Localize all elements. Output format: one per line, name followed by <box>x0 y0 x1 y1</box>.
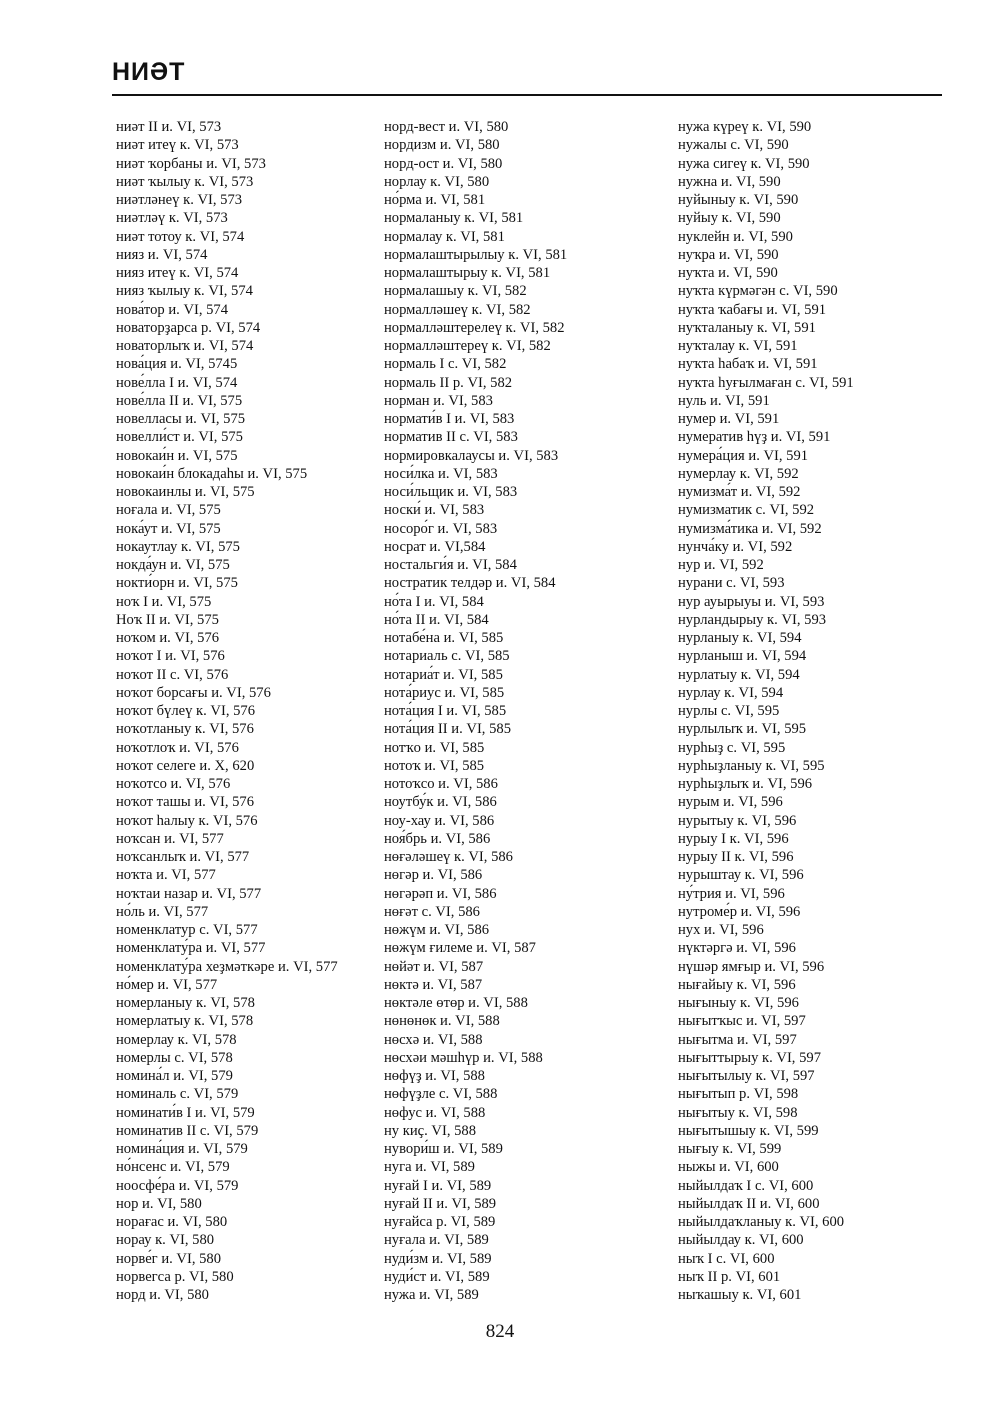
index-entry: Ноҡ II и. VI, 575 <box>116 611 219 628</box>
index-entry: нока́ут и. VI, 575 <box>116 520 221 537</box>
index-entry: нух и. VI, 596 <box>678 922 764 938</box>
index-entry: нуғайса р. VI, 589 <box>384 1214 496 1230</box>
index-entry: норд-вест и. VI, 580 <box>384 119 509 135</box>
index-entry: номиналь с. VI, 579 <box>116 1086 239 1103</box>
index-entry: нөжүм ғилеме и. VI, 587 <box>384 940 536 957</box>
index-column-2 <box>384 118 567 1304</box>
index-entry: нөғәләшеү к. VI, 586 <box>384 849 513 865</box>
index-entry: норағас и. VI, 580 <box>116 1214 228 1230</box>
index-entry: нотоҡ и. VI, 585 <box>384 757 485 774</box>
index-entry: ноҡотланыу к. VI, 576 <box>116 721 254 738</box>
index-entry: нурыу II к. VI, 596 <box>678 849 794 865</box>
index-entry: нығытҡыс и. VI, 597 <box>678 1013 806 1030</box>
index-entry: ниәт ҡорбаны и. VI, 573 <box>116 155 266 172</box>
index-entry: нормалләшеү к. VI, 582 <box>384 301 531 318</box>
index-entry: ноҡот селеге и. X, 620 <box>116 757 255 774</box>
index-entry: ноҡотсо и. VI, 576 <box>116 776 231 792</box>
index-entry: нурһыҙ с. VI, 595 <box>678 739 786 756</box>
index-column-1 <box>116 118 338 1304</box>
index-entry: нормалау к. VI, 581 <box>384 228 505 245</box>
index-entry: ноҡот I и. VI, 576 <box>116 648 225 665</box>
index-entry: нығытылыу к. VI, 597 <box>678 1068 815 1084</box>
index-entry: нурыу I к. VI, 596 <box>678 830 789 847</box>
index-entry: ноҡот һалыу к. VI, 576 <box>116 812 258 829</box>
index-entry: новелласы и. VI, 575 <box>116 411 246 427</box>
index-entry: нурланыу к. VI, 594 <box>678 630 802 646</box>
index-entry: новокаи́н и. VI, 575 <box>116 447 238 464</box>
index-entry: носи́льщик и. VI, 583 <box>384 484 518 500</box>
index-entry: нияз и. VI, 574 <box>116 246 208 263</box>
index-entry: нөктәле өтөр и. VI, 588 <box>384 995 528 1011</box>
index-entry: нөнөнөк и. VI, 588 <box>384 1013 500 1030</box>
index-entry: ниәт II и. VI, 573 <box>116 119 222 135</box>
index-entry: ныҡ II р. VI, 601 <box>678 1268 781 1285</box>
page-title: НИӘТ <box>112 58 186 86</box>
index-entry: но́рма и. VI, 581 <box>384 192 486 208</box>
index-entry: нөжүм и. VI, 586 <box>384 922 490 938</box>
index-entry: ниәт тотоу к. VI, 574 <box>116 228 245 245</box>
index-entry: нумер и. VI, 591 <box>678 411 780 427</box>
index-entry: нокаутлау к. VI, 575 <box>116 538 240 555</box>
index-entry: ниәт итеү к. VI, 573 <box>116 137 239 154</box>
index-entry: нурлы с. VI, 595 <box>678 703 780 719</box>
index-entry: номерлы с. VI, 578 <box>116 1049 233 1066</box>
index-entry: нова́тор и. VI, 574 <box>116 301 229 318</box>
index-entry: нова́ция и. VI, 5745 <box>116 356 238 373</box>
index-entry: нөфүҙле с. VI, 588 <box>384 1086 498 1103</box>
index-entry: нумератив һүҙ и. VI, 591 <box>678 429 831 446</box>
index-entry: нурани с. VI, 593 <box>678 575 785 592</box>
index-entry: нүктәргә и. VI, 596 <box>678 940 796 957</box>
index-entry: нуҡра и. VI, 590 <box>678 246 779 263</box>
index-entry: носки́ и. VI, 583 <box>384 502 485 519</box>
index-entry: нота́ция II и. VI, 585 <box>384 721 511 738</box>
index-entry: ныйылдаҡ II и. VI, 600 <box>678 1195 820 1212</box>
index-entry: ноҡот II с. VI, 576 <box>116 666 229 683</box>
index-entry: нурланыш и. VI, 594 <box>678 648 807 665</box>
index-entry: ноғала и. VI, 575 <box>116 502 221 519</box>
index-entry: нөфус и. VI, 588 <box>384 1104 486 1121</box>
index-entry: новокаи́н блокадаһы и. VI, 575 <box>116 465 308 482</box>
index-entry: нуди́ст и. VI, 589 <box>384 1268 490 1285</box>
index-entry: носоро́г и. VI, 583 <box>384 520 498 537</box>
index-entry: новокаинлы и. VI, 575 <box>116 484 255 500</box>
index-entry: номерланыу к. VI, 578 <box>116 995 255 1011</box>
index-entry: нуғай II и. VI, 589 <box>384 1195 497 1212</box>
index-entry: нове́лла II и. VI, 575 <box>116 392 243 409</box>
index-entry: но́та II и. VI, 584 <box>384 611 489 628</box>
index-entry: нумизма́т и. VI, 592 <box>678 484 801 500</box>
index-entry: номерлау к. VI, 578 <box>116 1031 237 1048</box>
index-entry: но́та I и. VI, 584 <box>384 593 484 610</box>
index-entry: новаторҙарса р. VI, 574 <box>116 319 261 336</box>
index-entry: нурытыу к. VI, 596 <box>678 812 797 829</box>
index-entry: ноҡот бүлеү к. VI, 576 <box>116 703 256 719</box>
index-entry: нотабе́на и. VI, 585 <box>384 630 504 646</box>
index-entry: номина́л и. VI, 579 <box>116 1068 233 1084</box>
index-entry: нужа күреү к. VI, 590 <box>678 119 812 135</box>
page-number: 824 <box>485 1321 515 1342</box>
index-entry: нужалы с. VI, 590 <box>678 137 789 154</box>
index-entry: нүшәр ямғыр и. VI, 596 <box>678 958 825 975</box>
index-entry: нуҡталау к. VI, 591 <box>678 338 798 354</box>
index-entry: нуҡта һуғылмаған с. VI, 591 <box>678 374 854 391</box>
index-entry: ноҡта и. VI, 577 <box>116 867 216 884</box>
index-entry: нордизм и. VI, 580 <box>384 137 500 154</box>
index-entry: нуҡта ҡабағы и. VI, 591 <box>678 301 827 318</box>
index-entry: нуҡталаныу к. VI, 591 <box>678 319 816 336</box>
index-entry: норве́г и. VI, 580 <box>116 1250 222 1267</box>
index-entry: нурым и. VI, 596 <box>678 794 783 811</box>
index-entry: нөсхәи мәшһүр и. VI, 588 <box>384 1049 543 1066</box>
index-entry: нөгәр и. VI, 586 <box>384 867 483 884</box>
index-entry: ноосфе́ра и. VI, 579 <box>116 1177 239 1194</box>
index-entry: нужа сигеү к. VI, 590 <box>678 155 810 172</box>
index-entry: нота́риус и. VI, 585 <box>384 684 505 701</box>
index-entry: номенклатур с. VI, 577 <box>116 922 258 938</box>
index-entry: но́нсенс и. VI, 579 <box>116 1159 230 1176</box>
index-entry: ноҡот борсағы и. VI, 576 <box>116 684 271 701</box>
index-entry: нуди́зм и. VI, 589 <box>384 1250 492 1267</box>
index-entry: нотариаль с. VI, 585 <box>384 648 510 665</box>
index-entry: ныйылдаҡланыу к. VI, 600 <box>678 1214 845 1230</box>
index-entry: нормаль II р. VI, 582 <box>384 374 513 391</box>
index-entry: нуғай I и. VI, 589 <box>384 1177 492 1194</box>
index-entry: ниәт ҡылыу к. VI, 573 <box>116 173 254 190</box>
index-entry: нотоҡсо и. VI, 586 <box>384 776 498 792</box>
index-entry: нығытышыу к. VI, 599 <box>678 1122 819 1139</box>
index-entry: но́ль и. VI, 577 <box>116 903 209 920</box>
index-entry: нуклейн и. VI, 590 <box>678 228 793 245</box>
index-entry: ноҡом и. VI, 576 <box>116 630 220 646</box>
index-entry: нужа и. VI, 589 <box>384 1287 479 1303</box>
index-entry: нурлатыу к. VI, 594 <box>678 666 800 683</box>
index-entry: нормалашыу к. VI, 582 <box>384 283 527 300</box>
index-entry: номенклату́ра и. VI, 577 <box>116 940 266 957</box>
index-entry: номинати́в I и. VI, 579 <box>116 1104 255 1121</box>
index-entry: нурлау к. VI, 594 <box>678 684 784 701</box>
index-entry: нормировкалаусы и. VI, 583 <box>384 447 559 464</box>
index-entry: нужна и. VI, 590 <box>678 173 781 190</box>
index-entry: нөктә и. VI, 587 <box>384 976 483 993</box>
index-entry: нормалаштырыу к. VI, 581 <box>384 265 551 281</box>
index-entry: норд и. VI, 580 <box>116 1287 209 1303</box>
index-entry: ниәтләү к. VI, 573 <box>116 210 228 227</box>
index-entry: нурландырыу к. VI, 593 <box>678 611 827 628</box>
index-entry: ныҡ I с. VI, 600 <box>678 1250 775 1267</box>
index-entry: новаторлыҡ и. VI, 574 <box>116 338 254 354</box>
index-entry: ноҡ I и. VI, 575 <box>116 593 212 610</box>
index-entry: нөфүҙ и. VI, 588 <box>384 1068 485 1084</box>
index-entry: норлау к. VI, 580 <box>384 173 490 190</box>
index-entry: нығытып р. VI, 598 <box>678 1086 799 1103</box>
index-entry: нормаланыу к. VI, 581 <box>384 210 524 227</box>
index-entry: нумера́ция и. VI, 591 <box>678 447 809 464</box>
index-entry: нурһыҙлыҡ и. VI, 596 <box>678 776 813 792</box>
index-entry: нөйәт и. VI, 587 <box>384 958 484 975</box>
index-entry: ныйылдаҡ I с. VI, 600 <box>678 1177 814 1194</box>
index-entry: нотҡо и. VI, 585 <box>384 739 485 756</box>
index-entry: ноҡотлоҡ и. VI, 576 <box>116 739 239 756</box>
index-entry: нор и. VI, 580 <box>116 1195 202 1212</box>
index-entry: нумизматик с. VI, 592 <box>678 502 815 519</box>
index-entry: нығайыу к. VI, 596 <box>678 976 796 993</box>
index-entry: ноутбу́к и. VI, 586 <box>384 794 497 811</box>
index-entry: нувори́ш и. VI, 589 <box>384 1141 503 1157</box>
index-entry: ноу-хау и. VI, 586 <box>384 812 495 829</box>
index-entry: ну киҫ. VI, 588 <box>384 1122 477 1139</box>
index-entry: ныйылдау к. VI, 600 <box>678 1232 804 1249</box>
index-entry: нормати́в I и. VI, 583 <box>384 411 515 427</box>
index-entry: норд-ост и. VI, 580 <box>384 155 503 172</box>
index-entry: нуйыу к. VI, 590 <box>678 210 781 227</box>
index-entry: ниәтләнеү к. VI, 573 <box>116 192 243 208</box>
index-entry: нығыттырыу к. VI, 597 <box>678 1049 821 1066</box>
index-entry: нурһыҙланыу к. VI, 595 <box>678 757 825 774</box>
index-entry: нур ауырыуы и. VI, 593 <box>678 593 825 610</box>
index-entry: нуйыныу к. VI, 590 <box>678 192 799 208</box>
index-entry: ноҡот ташы и. VI, 576 <box>116 794 255 811</box>
index-entry: нуҡта күрмәгән с. VI, 590 <box>678 283 838 300</box>
index-entry: ноҡсан и. VI, 577 <box>116 830 224 847</box>
index-entry: нутроме́р и. VI, 596 <box>678 903 801 920</box>
index-entry: нөгәрәп и. VI, 586 <box>384 885 497 902</box>
index-entry: нормалләштерелеү к. VI, 582 <box>384 319 565 336</box>
index-entry: но́мер и. VI, 577 <box>116 976 218 993</box>
index-entry: ноя́брь и. VI, 586 <box>384 830 491 847</box>
index-entry: нығыныу к. VI, 596 <box>678 995 799 1011</box>
index-entry: нуга и. VI, 589 <box>384 1159 475 1176</box>
index-entry: нуҡта һабаҡ и. VI, 591 <box>678 356 818 373</box>
index-entry: нығытма и. VI, 597 <box>678 1031 797 1048</box>
index-entry: ноҡсанлыҡ и. VI, 577 <box>116 849 250 865</box>
index-entry: нуль и. VI, 591 <box>678 392 770 409</box>
index-entry: ноҡтаи назар и. VI, 577 <box>116 885 262 902</box>
index-entry: нөғәт с. VI, 586 <box>384 903 480 920</box>
index-entry: нормалләштереү к. VI, 582 <box>384 338 551 354</box>
index-entry: нота́ция I и. VI, 585 <box>384 703 507 719</box>
index-entry: нумерлау к. VI, 592 <box>678 465 799 482</box>
index-entry: новелли́ст и. VI, 575 <box>116 429 243 446</box>
index-entry: норман и. VI, 583 <box>384 392 493 409</box>
index-entry: номина́ция и. VI, 579 <box>116 1141 248 1157</box>
index-entry: нығытыу к. VI, 598 <box>678 1104 798 1121</box>
index-entry: нотариа́т и. VI, 585 <box>384 666 503 683</box>
index-entry: ну́трия и. VI, 596 <box>678 885 785 902</box>
index-entry: норматив II с. VI, 583 <box>384 429 518 446</box>
index-entry: ныжы и. VI, 600 <box>678 1159 779 1176</box>
index-entry: нығыу к. VI, 599 <box>678 1141 782 1157</box>
index-entry: номинатив II с. VI, 579 <box>116 1122 259 1139</box>
index-entry: нурыштау к. VI, 596 <box>678 867 804 884</box>
index-entry: нокда́ун и. VI, 575 <box>116 557 230 573</box>
index-entry: нунча́ку и. VI, 592 <box>678 538 793 555</box>
index-entry: ностратик телдәр и. VI, 584 <box>384 575 556 592</box>
index-entry: нур и. VI, 592 <box>678 557 764 573</box>
index-entry: ностальги́я и. VI, 584 <box>384 557 517 573</box>
index-entry: носрат и. VI,584 <box>384 538 486 555</box>
index-entry: носи́лка и. VI, 583 <box>384 465 498 482</box>
index-entry: нокти́орн и. VI, 575 <box>116 575 238 592</box>
index-entry: номенклату́ра хеҙмәткәре и. VI, 577 <box>116 958 338 975</box>
index-entry: ныҡашыу к. VI, 601 <box>678 1287 802 1303</box>
index-entry: норау к. VI, 580 <box>116 1232 215 1249</box>
index-entry: норвегса р. VI, 580 <box>116 1268 234 1285</box>
index-entry: нумизма́тика и. VI, 592 <box>678 520 822 537</box>
index-entry: номерлатыу к. VI, 578 <box>116 1013 254 1030</box>
index-column-3 <box>678 118 854 1304</box>
index-entry: нормалаштырылыу к. VI, 581 <box>384 246 568 263</box>
index-entry: нияз ҡылыу к. VI, 574 <box>116 283 253 300</box>
index-entry: нурлылыҡ и. VI, 595 <box>678 721 807 738</box>
index-entry: нуҡта и. VI, 590 <box>678 265 778 281</box>
index-entry: нөсхә и. VI, 588 <box>384 1031 483 1048</box>
index-entry: нуғала и. VI, 589 <box>384 1232 489 1249</box>
page-header <box>112 58 942 96</box>
index-entry: нове́лла I и. VI, 574 <box>116 374 238 391</box>
index-entry: нормаль I с. VI, 582 <box>384 356 507 373</box>
index-entry: нияз итеү к. VI, 574 <box>116 265 239 281</box>
